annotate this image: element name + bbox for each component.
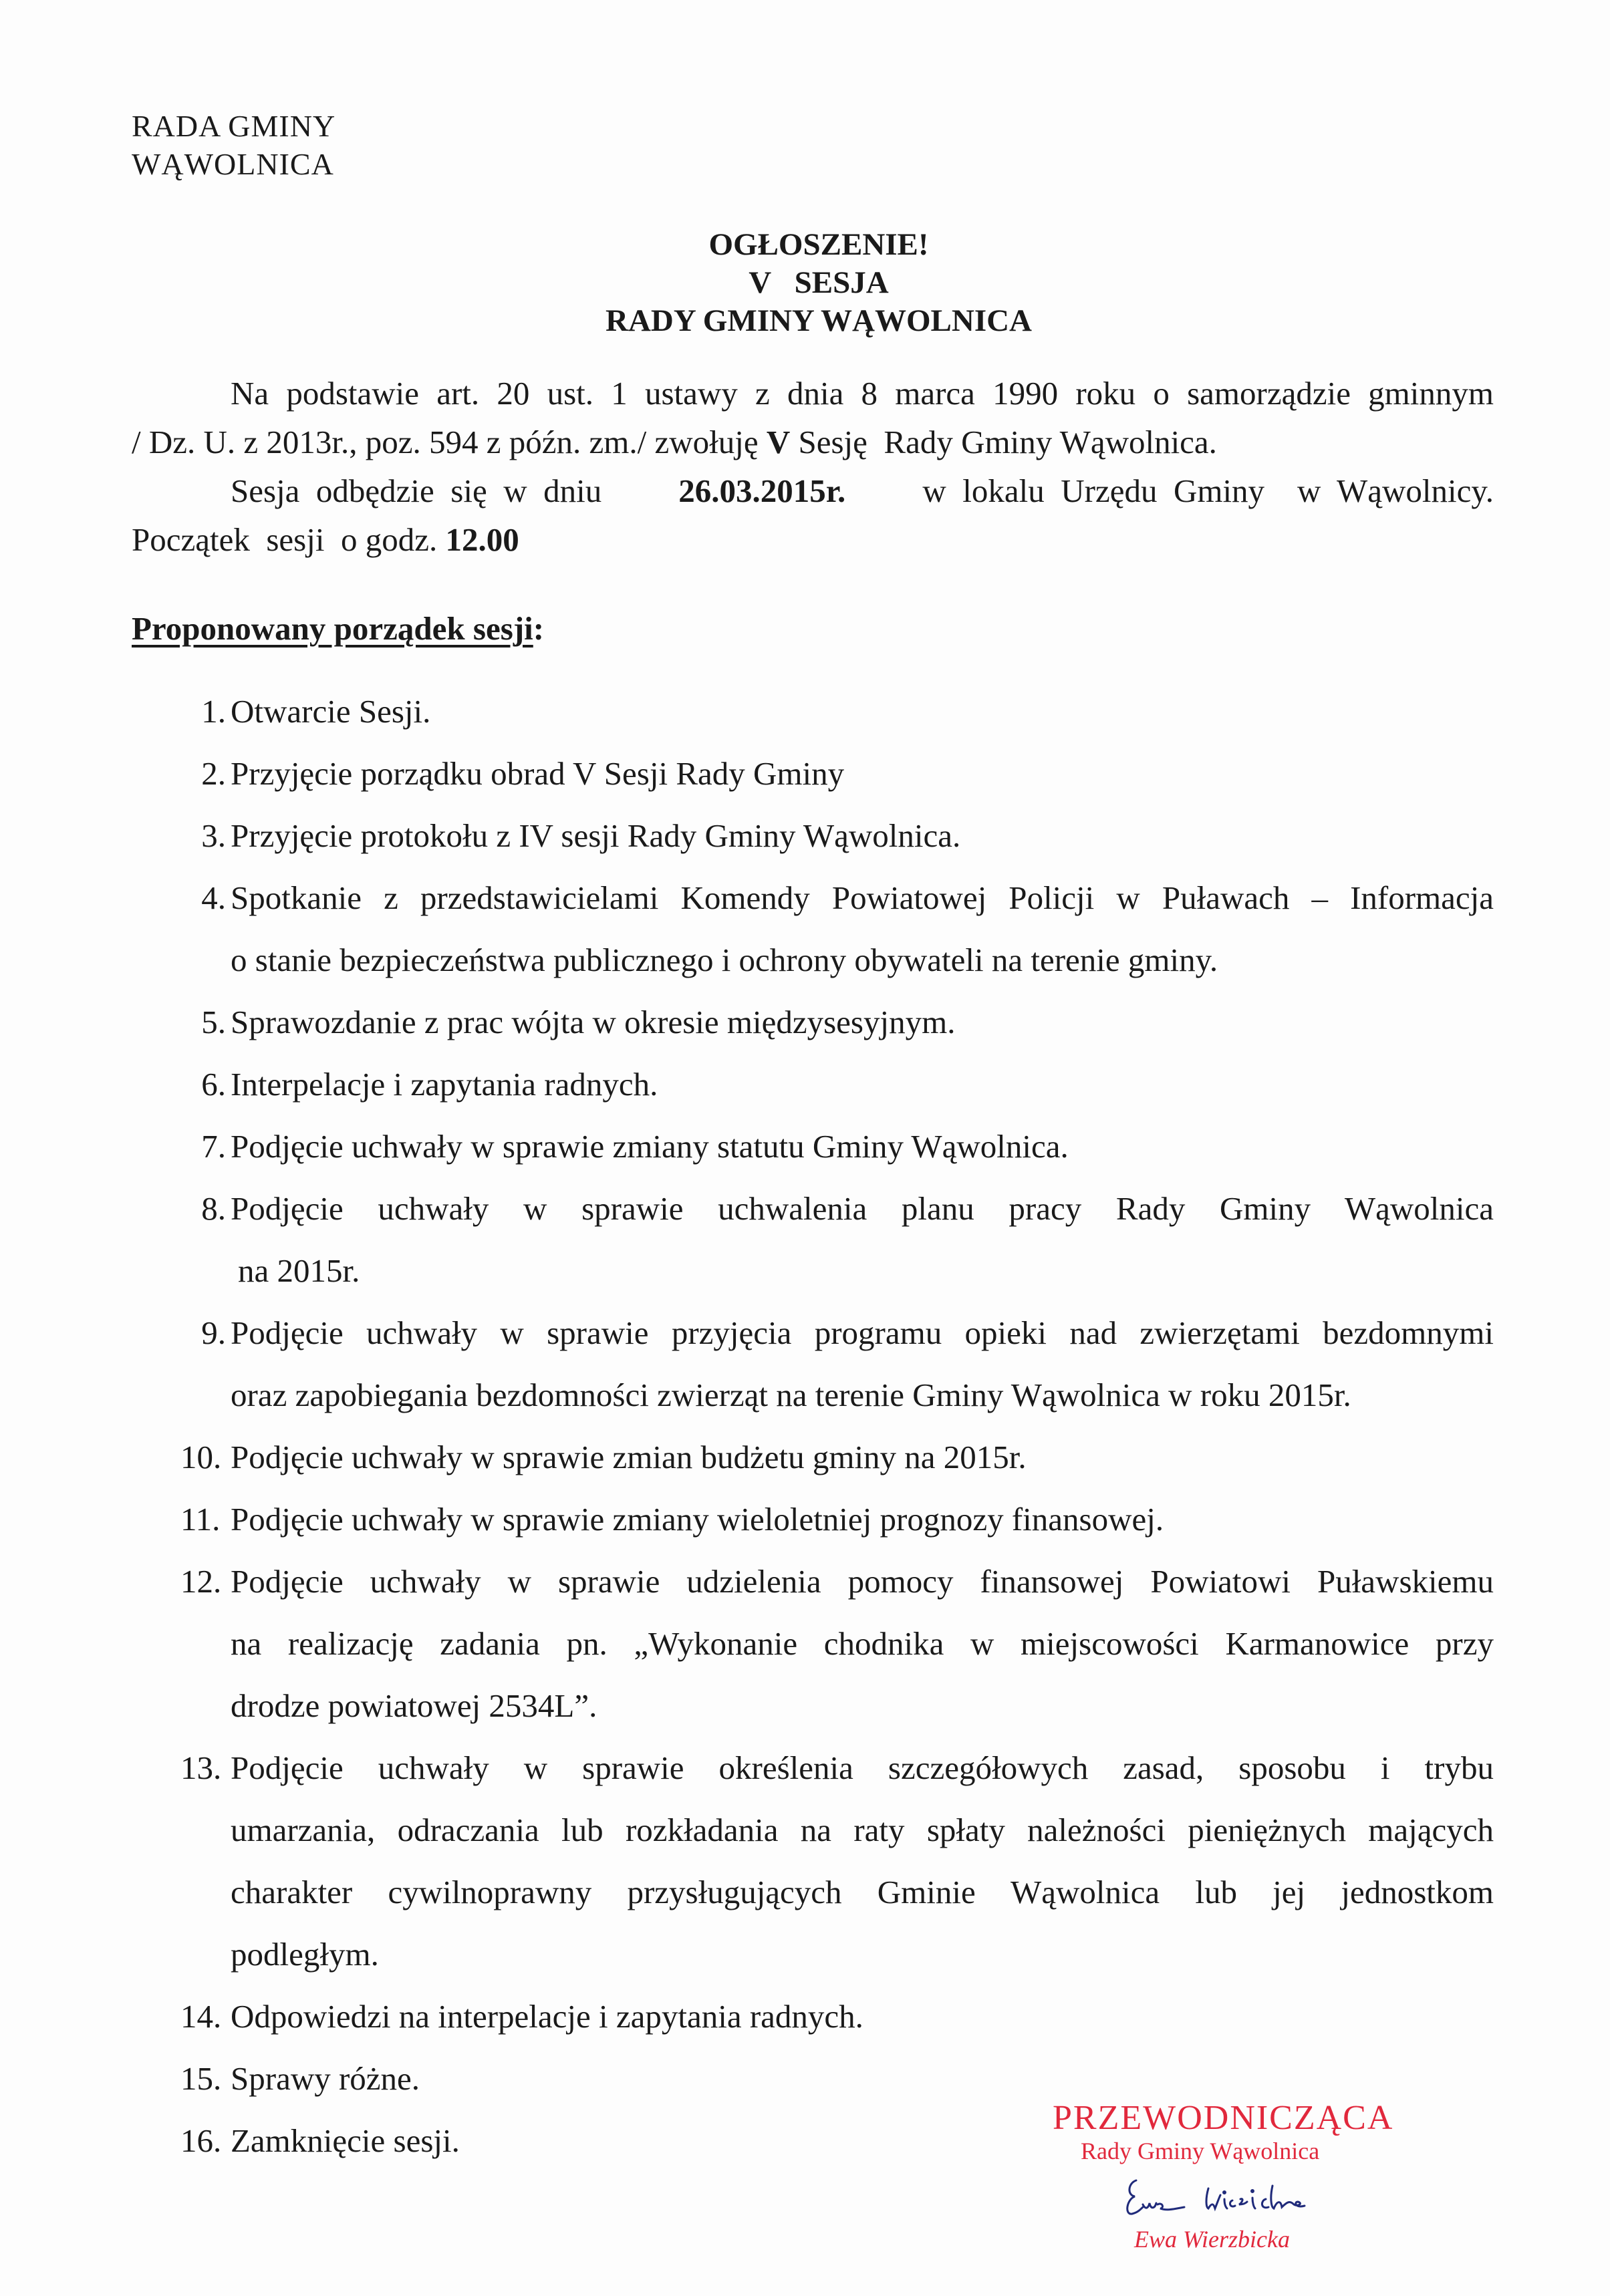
agenda-heading-colon: : [533, 610, 545, 647]
agenda-item-continuation: na 2015r. [238, 1252, 360, 1289]
agenda-item-text: Spotkanie z przedstawicielami Komendy Powiatowej Policji w Puławach – Informacja [231, 879, 1494, 916]
agenda-item-number: 13. [180, 1749, 222, 1786]
agenda-item-number: 1. [201, 693, 226, 730]
council-name-title: RADY GMINY WĄWOLNICA [606, 303, 1032, 338]
agenda-item-text: Podjęcie uchwały w sprawie udzielenia pomocy finansowej Powiatowi Puławskiemu [231, 1563, 1494, 1600]
agenda-item-text: Sprawozdanie z prac wójta w okresie międzysesyjnym. [231, 1004, 956, 1040]
agenda-item-number: 8. [201, 1190, 226, 1227]
signature-scribble-icon [1123, 2175, 1350, 2222]
agenda-item-text: Podjęcie uchwały w sprawie zmiany statutu Gminy Wąwolnica. [231, 1128, 1069, 1165]
agenda-item-number: 15. [180, 2060, 222, 2097]
agenda-item-text: Podjęcie uchwały w sprawie przyjęcia programu opieki nad zwierzętami bezdomnymi [231, 1314, 1494, 1351]
session-date-label: Sesja odbędzie się w dniu [231, 472, 610, 509]
agenda-item-text: Otwarcie Sesji. [231, 693, 431, 730]
session-date: 26.03.2015r. [678, 472, 846, 509]
agenda-item-number: 12. [180, 1563, 222, 1600]
council-header-line2: WĄWOLNICA [132, 147, 334, 181]
council-header-line1: RADA GMINY [132, 109, 336, 143]
agenda-heading [132, 609, 544, 648]
agenda-item-continuation: o stanie bezpieczeństwa publicznego i ochrony obywateli na terenie gminy. [231, 942, 1218, 978]
intro-text: / Dz. U. z 2013r., poz. 594 z późn. zm./ zwołuję [132, 424, 767, 460]
intro-paragraph-line [132, 418, 1217, 466]
agenda-item-continuation: oraz zapobiegania bezdomności zwierząt na terenie Gminy Wąwolnica w roku 2015r. [231, 1377, 1351, 1413]
agenda-item-number: 9. [201, 1314, 226, 1351]
stamp-subtitle: Rady Gminy Wąwolnica [1081, 2138, 1320, 2164]
session-date-line [231, 466, 1494, 515]
agenda-item-continuation: umarzania, odraczania lub rozkładania na raty spłaty należności pieniężnych mających [231, 1812, 1494, 1848]
agenda-item-number: 10. [180, 1439, 222, 1475]
session-number-title: V SESJA [749, 265, 889, 300]
agenda-item-text: Podjęcie uchwały w sprawie uchwalenia planu pracy Rady Gminy Wąwolnica [231, 1190, 1494, 1227]
agenda-item-continuation: drodze powiatowej 2534L”. [231, 1687, 597, 1724]
intro-text: Sesję Rady Gminy Wąwolnica. [790, 424, 1217, 460]
session-start-label: Początek sesji o godz. [132, 521, 446, 558]
stamp-printed-name: Ewa Wierzbicka [1134, 2226, 1290, 2253]
agenda-item-number: 16. [180, 2122, 222, 2159]
agenda-item-number: 6. [201, 1066, 226, 1103]
agenda-item-number: 2. [201, 755, 226, 792]
agenda-heading-text: Proponowany porządek sesji [132, 610, 533, 647]
session-location: w lokalu Urzędu Gminy w Wąwolnicy. [914, 472, 1494, 509]
session-start-time: 12.00 [445, 521, 519, 558]
agenda-item-number: 3. [201, 817, 226, 854]
agenda-item-text: Przyjęcie protokołu z IV sesji Rady Gminy Wąwolnica. [231, 817, 961, 854]
agenda-item-number: 4. [201, 879, 226, 916]
session-start-line [132, 515, 519, 564]
agenda-item-continuation: na realizację zadania pn. „Wykonanie chodnika w miejscowości Karmanowice przy [231, 1625, 1494, 1662]
agenda-item-text: Interpelacje i zapytania radnych. [231, 1066, 658, 1103]
intro-paragraph-line: Na podstawie art. 20 ust. 1 ustawy z dnia 8 marca 1990 roku o samorządzie gminnym [231, 375, 1494, 412]
agenda-item-text: Przyjęcie porządku obrad V Sesji Rady Gminy [231, 755, 845, 792]
agenda-item-text: Podjęcie uchwały w sprawie zmian budżetu gminy na 2015r. [231, 1439, 1027, 1475]
session-number-bold: V [766, 424, 791, 460]
agenda-item-text: Podjęcie uchwały w sprawie określenia szczegółowych zasad, sposobu i trybu [231, 1749, 1494, 1786]
agenda-item-number: 14. [180, 1998, 222, 2035]
agenda-item-number: 5. [201, 1004, 226, 1040]
handwritten-signature [1123, 2175, 1350, 2222]
stamp-title: PRZEWODNICZĄCA [1053, 2099, 1394, 2137]
agenda-item-number: 7. [201, 1128, 226, 1165]
agenda-item-text: Podjęcie uchwały w sprawie zmiany wieloletniej prognozy finansowej. [231, 1501, 1164, 1538]
agenda-item-continuation: charakter cywilnoprawny przysługujących Gminie Wąwolnica lub jej jednostkom [231, 1874, 1494, 1910]
agenda-item-text: Zamknięcie sesji. [231, 2122, 460, 2159]
agenda-item-continuation: podległym. [231, 1936, 379, 1973]
announcement-title: OGŁOSZENIE! [708, 227, 929, 262]
agenda-item-number: 11. [180, 1501, 221, 1538]
agenda-item-text: Sprawy różne. [231, 2060, 420, 2097]
agenda-item-text: Odpowiedzi na interpelacje i zapytania radnych. [231, 1998, 863, 2035]
